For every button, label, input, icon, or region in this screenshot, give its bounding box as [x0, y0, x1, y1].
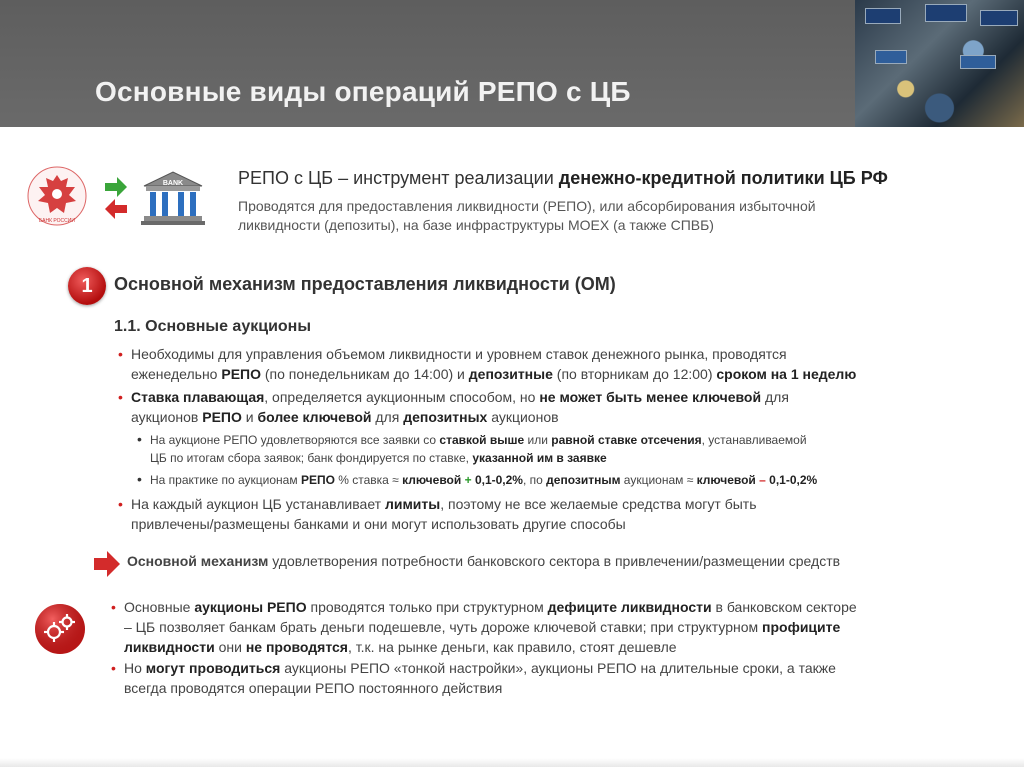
intro-title: РЕПО с ЦБ – инструмент реализации денежно-кредитной политики ЦБ РФ: [238, 168, 888, 188]
list-item: • Но могут проводиться аукционы РЕПО «тонкой настройки», аукционы РЕПО на длительные сроки, а также всегда проводятся операции РЕПО постоянного действия: [111, 660, 836, 696]
red-arrow-icon: [92, 549, 122, 579]
trading-floor-photo: [855, 0, 1024, 127]
list-item: • На практике по аукционам РЕПО % ставка ≈ ключевой + 0,1-0,2%, по депозитным аукционам ≈ ключевой – 0,1-0,2%: [137, 471, 818, 487]
section-title: Основной механизм предоставления ликвидности (ОМ): [114, 274, 616, 294]
exchange-arrows-icon: [103, 175, 129, 221]
mechanism-statement: Основной механизм удовлетворения потребности банковского сектора в привлечении/размещении средств: [127, 553, 841, 569]
list-item: • Необходимы для управления объемом ликвидности и уровнем ставок денежного рынка, проводятся еженедельно РЕПО (по понедельникам до 14:00) и депозитные (по вторникам до 12:00) сроком на 1 неделю: [118, 346, 857, 382]
subsection-title: 1.1. Основные аукционы: [114, 318, 311, 335]
list-item: • Основные аукционы РЕПО проводятся только при структурном дефиците ликвидности в банковском секторе – ЦБ позволяет банкам брать деньги подешевле, чуть дороже ключевой ставки; при структурном профиците ликвидности они не проводятся, т.к. на рынке деньги, как правило, стоят дешевле: [111, 599, 857, 655]
gears-icon: [34, 603, 86, 655]
section-number-badge: 1: [68, 267, 106, 305]
bank-building-icon: [140, 170, 206, 226]
slide-bottom-edge: [0, 758, 1024, 767]
list-item: • На аукционе РЕПО удовлетворяются все заявки со ставкой выше или равной ставке отсечения, устанавливаемой ЦБ по итогам сбора заявок; банк фондируется по ставке, указанной им в заявке: [137, 431, 807, 465]
logo-caption: БАНК РОССИИ: [39, 218, 75, 224]
slide-title: Основные виды операций РЕПО с ЦБ: [95, 76, 631, 107]
list-item: • Ставка плавающая, определяется аукционным способом, но не может быть менее ключевой для аукционов РЕПО и более ключевой для депозитных аукционов: [118, 389, 789, 425]
bank-of-russia-eagle-icon: [26, 165, 88, 227]
bank-label: BANK: [162, 180, 184, 187]
intro-subtitle: Проводятся для предоставления ликвидности (РЕПО), или абсорбирования избыточной ликвидности (депозиты), на базе инфраструктуры МОЕХ (а также СПВБ): [238, 198, 816, 233]
list-item: • На каждый аукцион ЦБ устанавливает лимиты, поэтому не все желаемые средства могут быть привлечены/размещены банками и они могут использовать другие способы: [118, 496, 757, 532]
